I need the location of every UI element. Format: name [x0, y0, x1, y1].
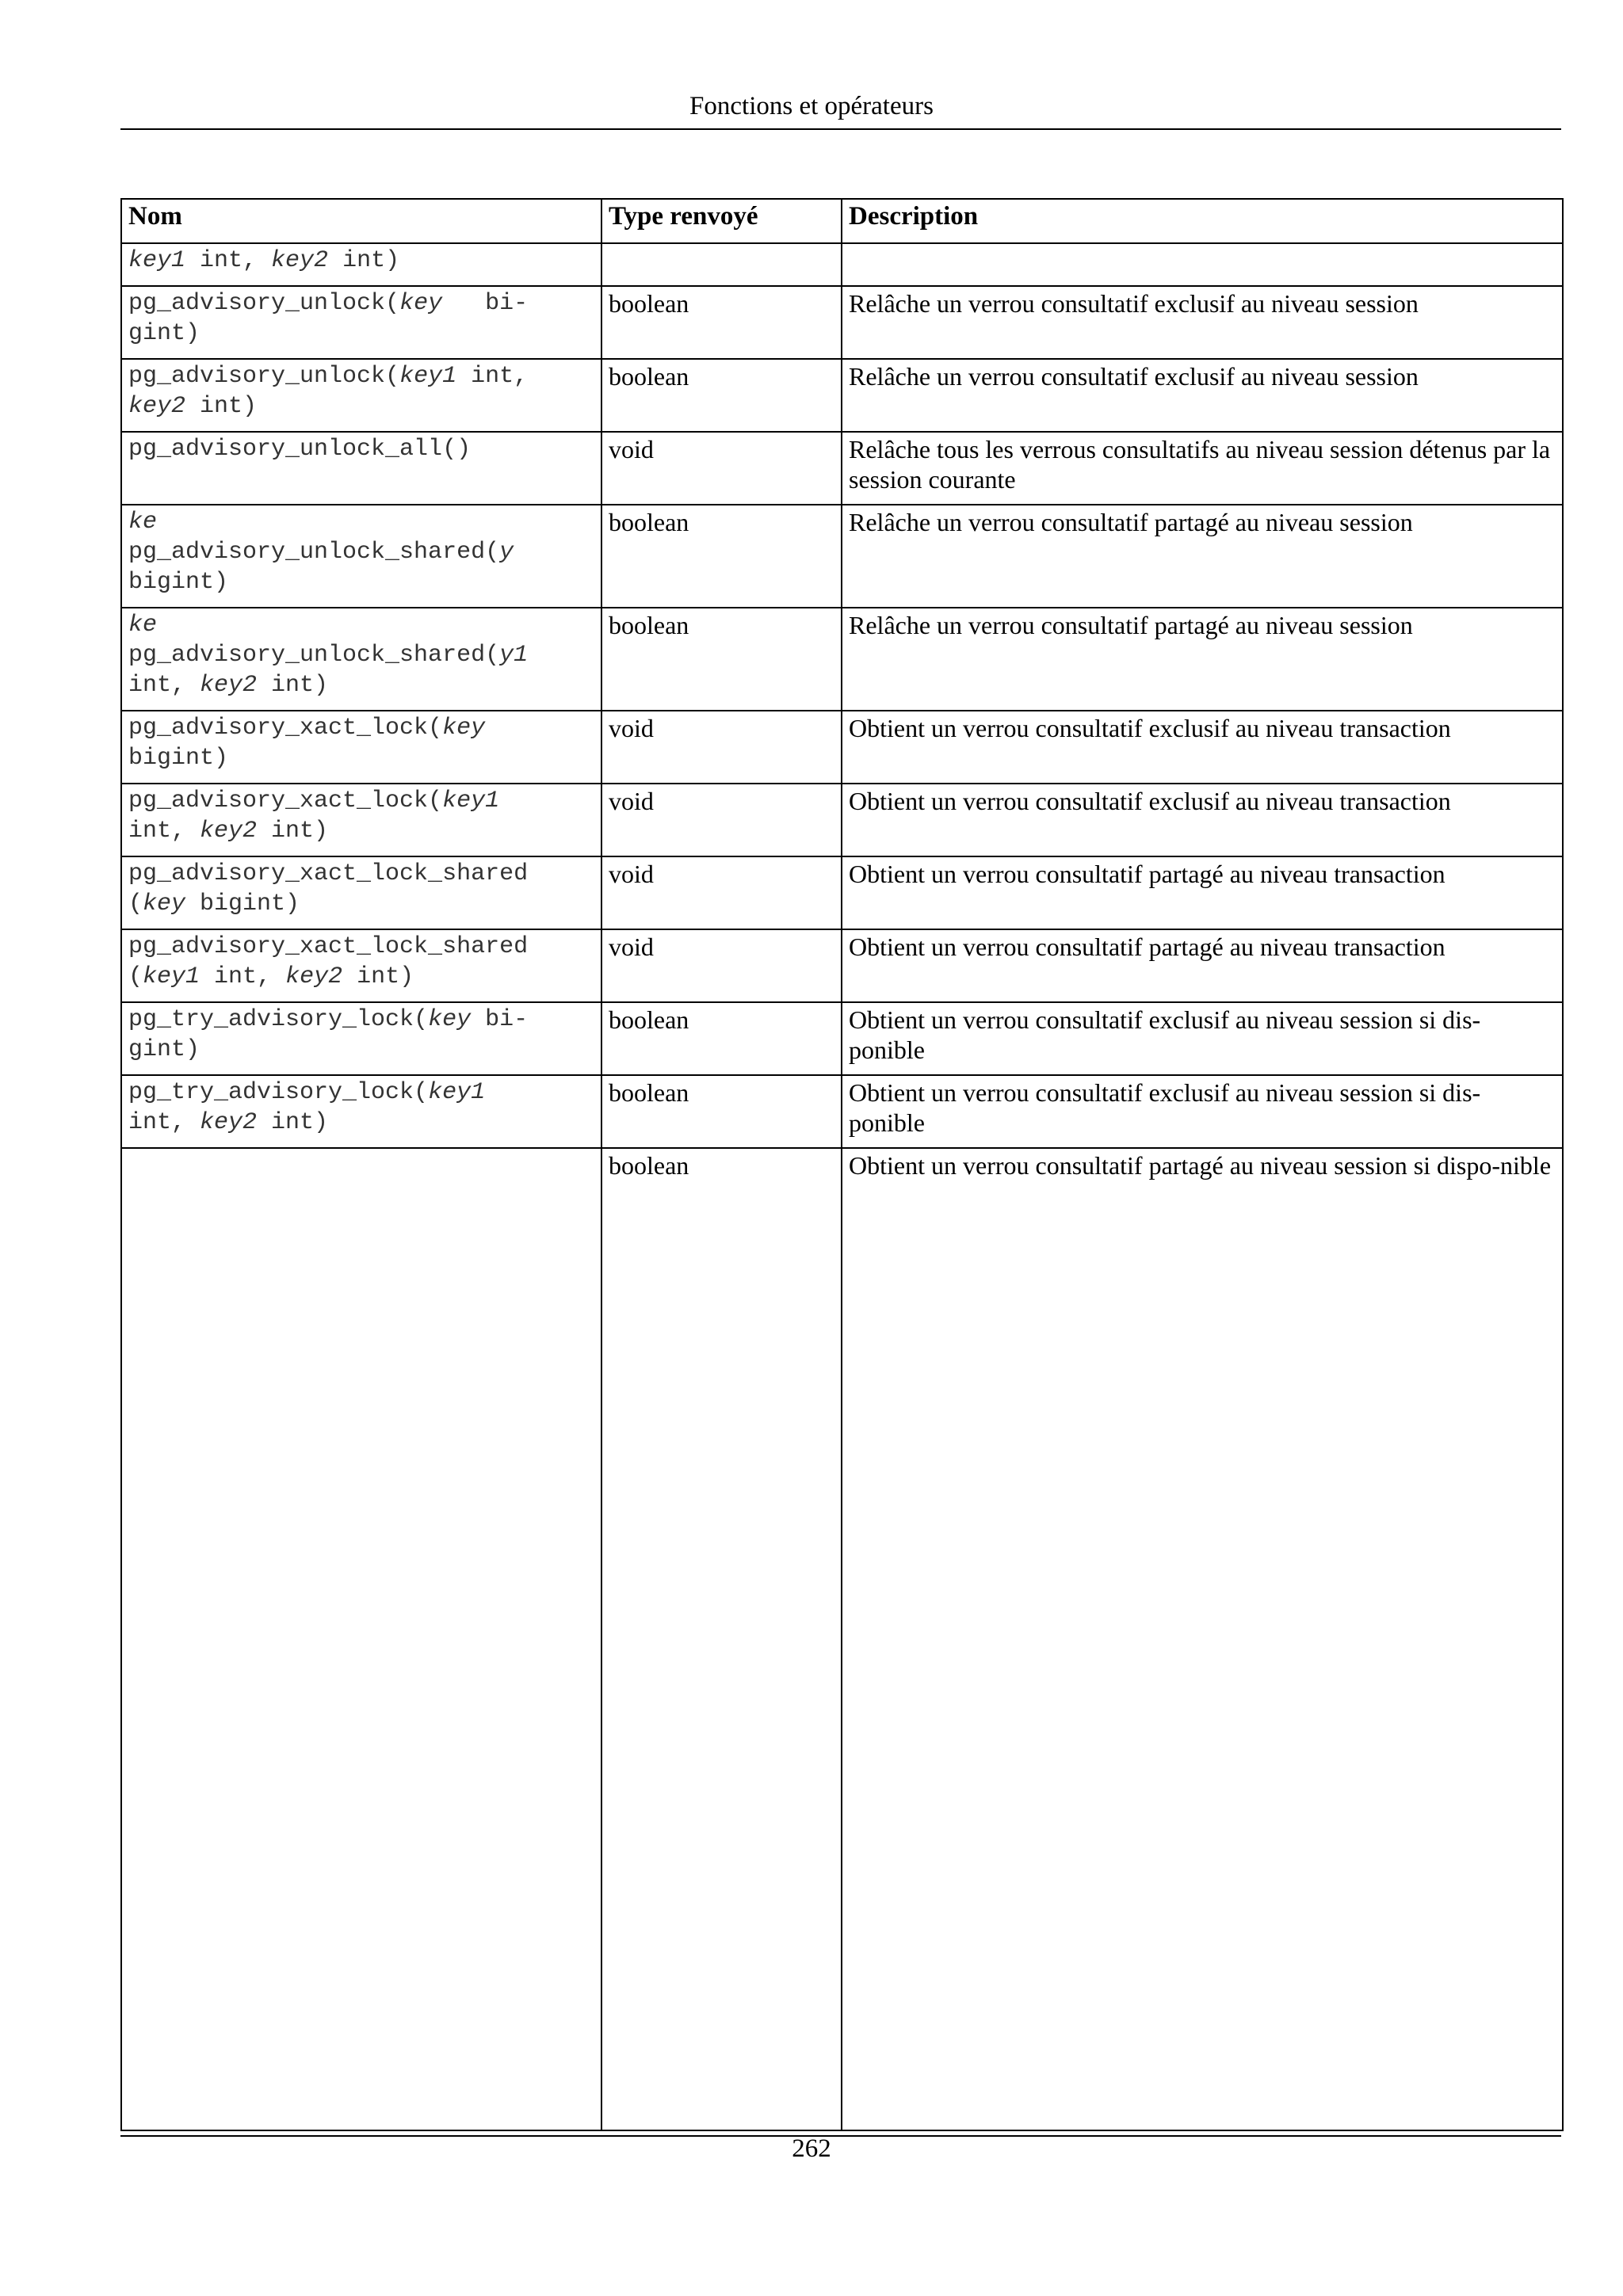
return-type: boolean	[601, 1002, 842, 1075]
function-name: pg_advisory_xact_lock_shared (key1 int, key2 int)	[121, 929, 601, 1002]
table-row	[121, 432, 1563, 505]
column-header-description: Description	[842, 199, 1563, 243]
function-name: key1 int, key2 int)	[121, 243, 601, 286]
return-type: boolean	[601, 359, 842, 432]
function-description: Relâche tous les verrous consultatifs au niveau session détenus par la session courante	[842, 432, 1563, 505]
table-row	[121, 784, 1563, 856]
function-description: Obtient un verrou consultatif exclusif au niveau transaction	[842, 711, 1563, 784]
table-header-row	[121, 199, 1563, 243]
return-type: void	[601, 929, 842, 1002]
column-header-type: Type renvoyé	[601, 199, 842, 243]
header-rule	[120, 128, 1561, 130]
function-description: Relâche un verrou consultatif exclusif au niveau session	[842, 359, 1563, 432]
table-row	[121, 505, 1563, 608]
function-description: Relâche un verrou consultatif partagé au niveau session	[842, 505, 1563, 608]
function-name: pg_try_advisory_lock(key bi- gint)	[121, 1002, 601, 1075]
table-row	[121, 711, 1563, 784]
function-name: pg_advisory_xact_lock_shared (key bigint)	[121, 856, 601, 929]
functions-table	[120, 198, 1564, 2131]
column-header-name: Nom	[121, 199, 601, 243]
page-number: 262	[792, 2134, 831, 2163]
function-name: pg_advisory_xact_lock(key bigint)	[121, 711, 601, 784]
return-type	[601, 243, 842, 286]
function-description: Relâche un verrou consultatif partagé au niveau session	[842, 608, 1563, 711]
function-name: pg_try_advisory_lock(key1 int, key2 int)	[121, 1075, 601, 1148]
table-row	[121, 929, 1563, 1002]
function-description: Obtient un verrou consultatif exclusif au niveau session si dis-ponible	[842, 1002, 1563, 1075]
return-type: void	[601, 711, 842, 784]
function-name: pg_advisory_unlock(key bi- gint)	[121, 286, 601, 359]
table-row	[121, 608, 1563, 711]
function-description: Obtient un verrou consultatif exclusif au niveau session si dis-ponible	[842, 1075, 1563, 1148]
table-row	[121, 856, 1563, 929]
function-name: ke pg_advisory_unlock_shared(y1 int, key2 int)	[121, 608, 601, 711]
function-description: Obtient un verrou consultatif exclusif au niveau transaction	[842, 784, 1563, 856]
table-row	[121, 1148, 1563, 2130]
return-type: boolean	[601, 1075, 842, 1148]
return-type: void	[601, 856, 842, 929]
running-title: Fonctions et opérateurs	[689, 92, 934, 120]
function-description: Relâche un verrou consultatif exclusif au niveau session	[842, 286, 1563, 359]
return-type: boolean	[601, 1148, 842, 2130]
table-row	[121, 1075, 1563, 1148]
function-name: pg_advisory_unlock(key1 int, key2 int)	[121, 359, 601, 432]
function-description	[842, 243, 1563, 286]
function-description: Obtient un verrou consultatif partagé au niveau transaction	[842, 929, 1563, 1002]
table-row	[121, 359, 1563, 432]
table-row	[121, 286, 1563, 359]
return-type: boolean	[601, 505, 842, 608]
function-name: pg_advisory_unlock_all()	[121, 432, 601, 505]
return-type: void	[601, 784, 842, 856]
function-name	[121, 1148, 601, 2130]
function-name: ke pg_advisory_unlock_shared(y bigint)	[121, 505, 601, 608]
table-row	[121, 1002, 1563, 1075]
function-name: pg_advisory_xact_lock(key1 int, key2 int)	[121, 784, 601, 856]
return-type: boolean	[601, 608, 842, 711]
function-description: Obtient un verrou consultatif partagé au niveau transaction	[842, 856, 1563, 929]
function-description: Obtient un verrou consultatif partagé au niveau session si dispo-nible	[842, 1148, 1563, 2130]
return-type: boolean	[601, 286, 842, 359]
table-row	[121, 243, 1563, 286]
return-type: void	[601, 432, 842, 505]
